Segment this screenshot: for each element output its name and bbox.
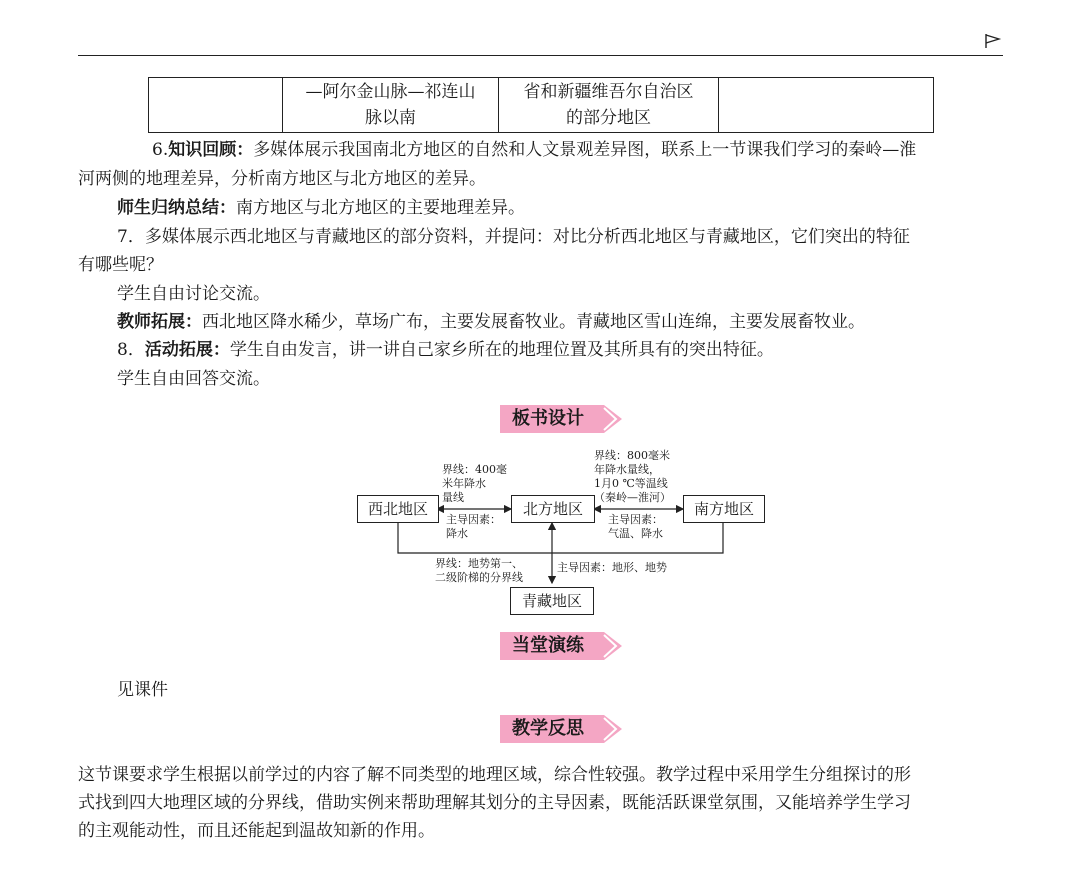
item6-label: 知识回顾：	[168, 140, 254, 160]
reflection-line3: 的主观能动性，而且还能起到温故知新的作用。	[78, 821, 435, 841]
board-design-banner	[500, 405, 622, 433]
summary-label: 师生归纳总结：	[117, 198, 236, 218]
item6-line1: 6.知识回顾：多媒体展示我国南北方地区的自然和人文景观差异图，联系上一节课我们学习的秦岭—淮	[152, 140, 917, 160]
table-cell-line: 省和新疆维吾尔自治区	[523, 82, 694, 102]
answer-line: 学生自由回答交流。	[117, 369, 270, 389]
regions-table	[148, 77, 934, 133]
box-northwest: 西北地区	[357, 495, 439, 523]
table-cell	[499, 78, 719, 133]
box-tibet: 青藏地区	[510, 587, 594, 615]
item7-line2: 有哪些呢？	[78, 255, 163, 275]
flag-icon	[984, 33, 1002, 49]
banner-title: 板书设计	[512, 408, 584, 429]
reflection-line2: 式找到四大地理区域的分界线，借助实例来帮助理解其划分的主导因素，既能活跃课堂氛围，又能培养学生学习	[78, 793, 911, 813]
banner-title: 当堂演练	[512, 635, 584, 656]
table-cell-line: 脉以南	[365, 108, 416, 128]
t-border-note: 界线：地势第一、 二级阶梯的分界线	[435, 557, 523, 584]
table-cell-line: —阿尔金山脉—祁连山	[305, 82, 476, 102]
reflection-line1: 这节课要求学生根据以前学过的内容了解不同类型的地理区域，综合性较强。教学过程中采用学生分组探讨的形	[78, 765, 911, 785]
summary-line: 师生归纳总结：南方地区与北方地区的主要地理差异。	[117, 198, 525, 218]
banner-title: 教学反思	[512, 718, 584, 739]
item6-line2: 河两侧的地理差异，分析南方地区与北方地区的差异。	[78, 169, 486, 189]
extend-line: 教师拓展：西北地区降水稀少，草场广布，主要发展畜牧业。青藏地区雪山连绵，主要发展畜牧业。	[117, 312, 865, 332]
s-border-note: 界线：800毫米 年降水量线， 1月0 ℃等温线 （秦岭—淮河）	[594, 449, 671, 504]
box-north: 北方地区	[511, 495, 595, 523]
t-factor-note: 主导因素：地形、地势	[557, 561, 667, 574]
nw-border-note: 界线：400毫 米年降水 量线	[442, 463, 507, 504]
box-south: 南方地区	[683, 495, 765, 523]
table-row	[149, 78, 934, 133]
reflection-banner	[500, 715, 622, 743]
region-diagram	[350, 447, 780, 617]
item8-line: 8．活动拓展：学生自由发言，讲一讲自己家乡所在的地理位置及其所具有的突出特征。	[117, 340, 774, 360]
practice-banner	[500, 632, 622, 660]
table-cell-line: 的部分地区	[566, 108, 651, 128]
practice-text: 见课件	[117, 680, 168, 700]
nw-factor-note: 主导因素： 降水	[446, 513, 501, 540]
table-cell	[149, 78, 283, 133]
extend-label: 教师拓展：	[117, 312, 202, 332]
item7-line1: 7．多媒体展示西北地区与青藏地区的部分资料，并提问：对比分析西北地区与青藏地区，它们突出的特征	[117, 227, 910, 247]
table-cell	[283, 78, 499, 133]
header-rule	[78, 55, 1003, 56]
table-cell	[719, 78, 934, 133]
s-factor-note: 主导因素： 气温、降水	[608, 513, 663, 540]
discuss-line: 学生自由讨论交流。	[117, 284, 270, 304]
item8-label: 活动拓展：	[144, 340, 230, 360]
